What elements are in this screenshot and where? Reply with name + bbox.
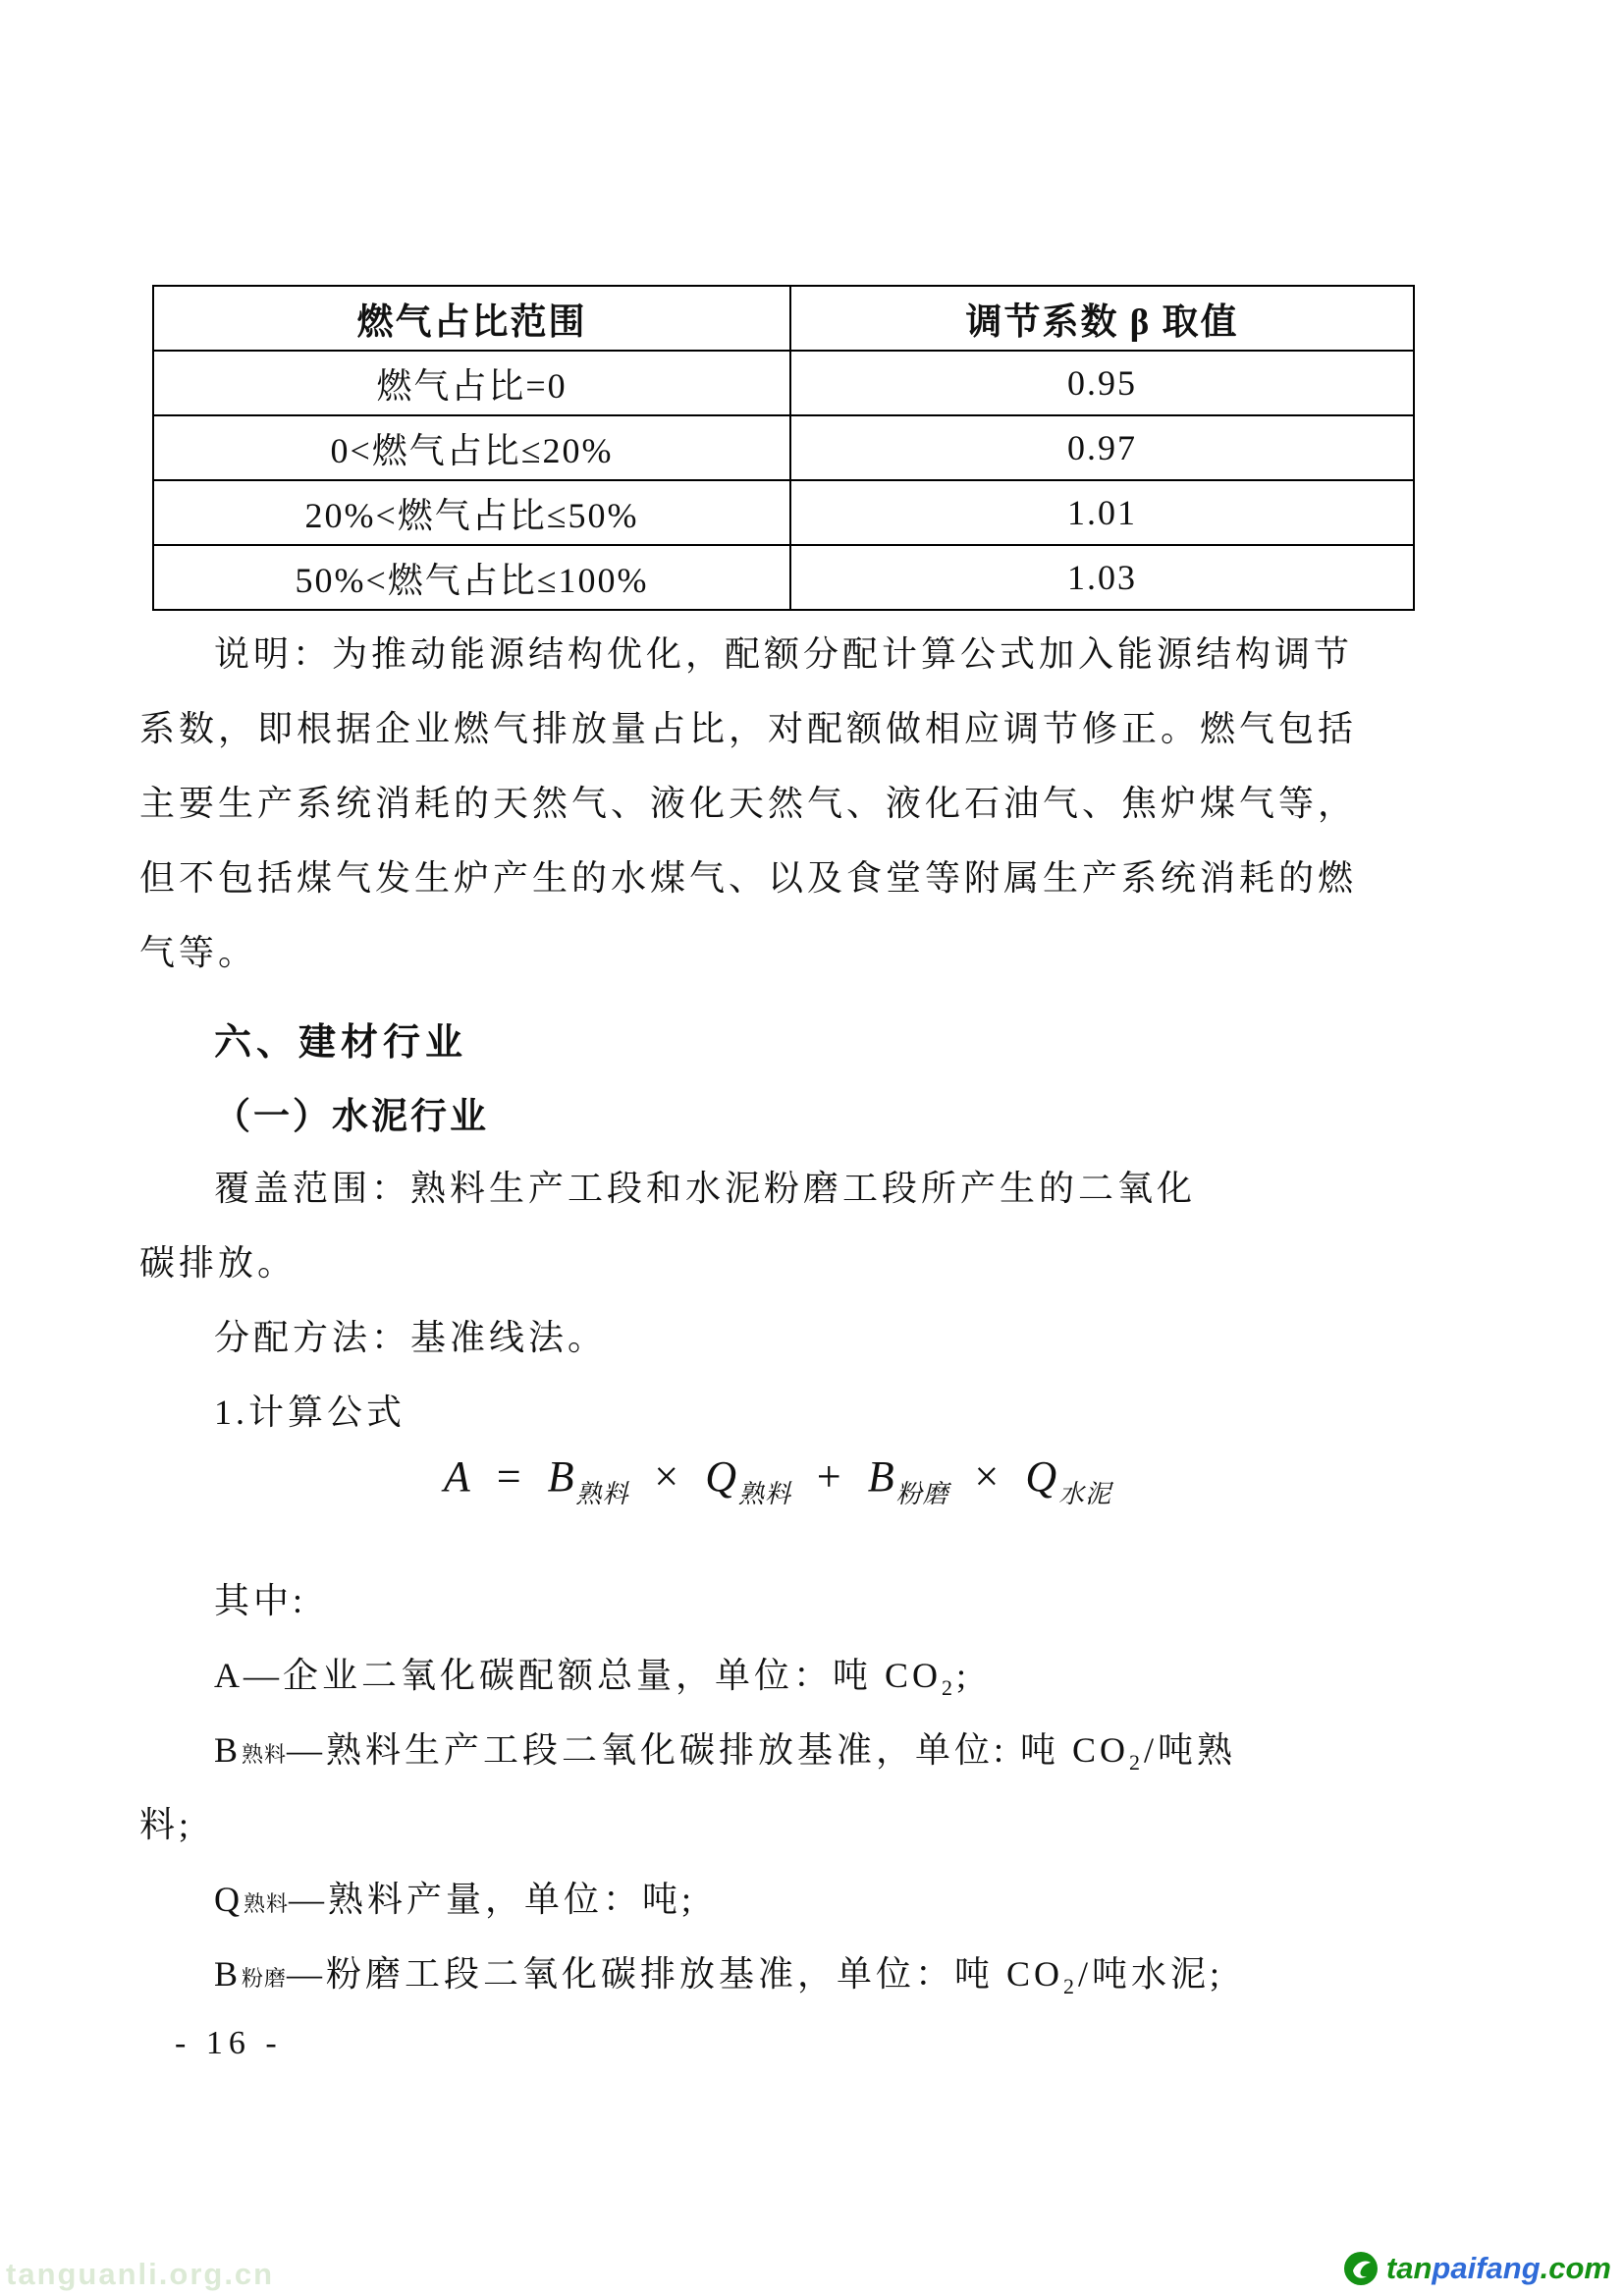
definition-text: A—企业二氧化碳配额总量，单位：吨 CO xyxy=(214,1656,943,1695)
gas-ratio-coefficient-table xyxy=(152,285,1415,611)
var-subscript-grinding: 粉磨 xyxy=(242,1966,288,1991)
note-line: 但不包括煤气发生炉产生的水煤气、以及食堂等附属生产系统消耗的燃 xyxy=(139,858,1358,898)
note-line: 说明：为推动能源结构优化，配额分配计算公式加入能源结构调节 xyxy=(214,634,1354,674)
formula-var-A: A xyxy=(443,1452,471,1501)
cell-value: 1.03 xyxy=(790,545,1414,610)
cell-range: 0<燃气占比≤20% xyxy=(153,415,790,480)
formula-sub-grinding: 粉磨 xyxy=(895,1480,949,1508)
subsection-heading-cement: （一）水泥行业 xyxy=(214,1097,489,1137)
co2-subscript: 2 xyxy=(942,1675,957,1701)
logo-icon xyxy=(1343,2251,1379,2286)
definition-Q-clinker xyxy=(139,1862,1416,1941)
cell-value: 0.97 xyxy=(790,415,1414,480)
co2-subscript: 2 xyxy=(1129,1750,1145,1776)
site-logo xyxy=(1343,2251,1611,2286)
equals-sign: = xyxy=(493,1452,525,1501)
method-line: 分配方法：基准线法。 xyxy=(214,1318,608,1357)
cell-value: 0.95 xyxy=(790,351,1414,415)
note-line: 气等。 xyxy=(139,933,258,972)
logo-text-tan: tan xyxy=(1385,2251,1433,2285)
co2-subscript: 2 xyxy=(1063,1974,1079,1999)
watermark-text: tanguanli.org.cn xyxy=(6,2257,275,2291)
definition-var: Q xyxy=(214,1880,243,1919)
times-sign: × xyxy=(651,1452,683,1501)
table-row xyxy=(153,545,1414,610)
note-line: 主要生产系统消耗的天然气、液化天然气、液化石油气、焦炉煤气等， xyxy=(139,784,1358,823)
formula-var-Q1: Q xyxy=(705,1452,739,1501)
coverage-line: 覆盖范围：熟料生产工段和水泥粉磨工段所产生的二氧化 xyxy=(214,1169,1197,1208)
note-line: 系数，即根据企业燃气排放量占比，对配额做相应调节修正。燃气包括 xyxy=(139,709,1358,748)
formula-label: 1.计算公式 xyxy=(214,1393,406,1432)
page-number: - 16 - xyxy=(175,2025,283,2061)
section-heading-building-materials: 六、建材行业 xyxy=(214,1022,468,1064)
cell-range: 燃气占比=0 xyxy=(153,351,790,415)
table-header-row xyxy=(153,286,1414,351)
formula-var-B1: B xyxy=(547,1452,576,1501)
table-row xyxy=(153,415,1414,480)
allowance-formula xyxy=(139,1451,1416,1510)
logo-text-com: .com xyxy=(1540,2251,1611,2285)
definition-text: —熟料产量，单位：吨; xyxy=(289,1880,696,1919)
times-sign: × xyxy=(971,1452,1003,1501)
cell-value: 1.01 xyxy=(790,480,1414,545)
definition-text: /吨熟 xyxy=(1144,1730,1237,1770)
coverage-line: 碳排放。 xyxy=(139,1243,298,1283)
among-line: 其中: xyxy=(214,1581,307,1620)
definition-B-grinding xyxy=(139,1937,1416,2024)
definition-text: /吨水泥; xyxy=(1078,1954,1224,1994)
cell-range: 20%<燃气占比≤50% xyxy=(153,480,790,545)
header-gas-ratio-range: 燃气占比范围 xyxy=(153,286,790,351)
definition-var: B xyxy=(214,1954,243,1994)
formula-sub-clinker: 熟料 xyxy=(738,1480,792,1508)
formula-var-Q2: Q xyxy=(1025,1452,1059,1501)
definition-var: B xyxy=(214,1730,243,1770)
var-subscript-clinker: 熟料 xyxy=(243,1891,290,1916)
var-subscript-clinker: 熟料 xyxy=(242,1742,288,1767)
cell-range: 50%<燃气占比≤100% xyxy=(153,545,790,610)
formula-sub-clinker: 熟料 xyxy=(575,1480,629,1508)
definition-B-clinker-continuation: 料; xyxy=(139,1805,193,1844)
formula-var-B2: B xyxy=(867,1452,896,1501)
plus-sign: + xyxy=(814,1452,845,1501)
table-row xyxy=(153,351,1414,415)
formula-sub-cement: 水泥 xyxy=(1058,1480,1112,1508)
header-coefficient-value: 调节系数 β 取值 xyxy=(790,286,1414,351)
definition-text: —熟料生产工段二氧化碳排放基准，单位: 吨 CO xyxy=(287,1730,1130,1770)
logo-text-paifang: paifang xyxy=(1432,2251,1541,2285)
definition-text: —粉磨工段二氧化碳排放基准，单位：吨 CO xyxy=(287,1954,1064,1994)
table-row xyxy=(153,480,1414,545)
definition-text: ; xyxy=(956,1656,971,1695)
